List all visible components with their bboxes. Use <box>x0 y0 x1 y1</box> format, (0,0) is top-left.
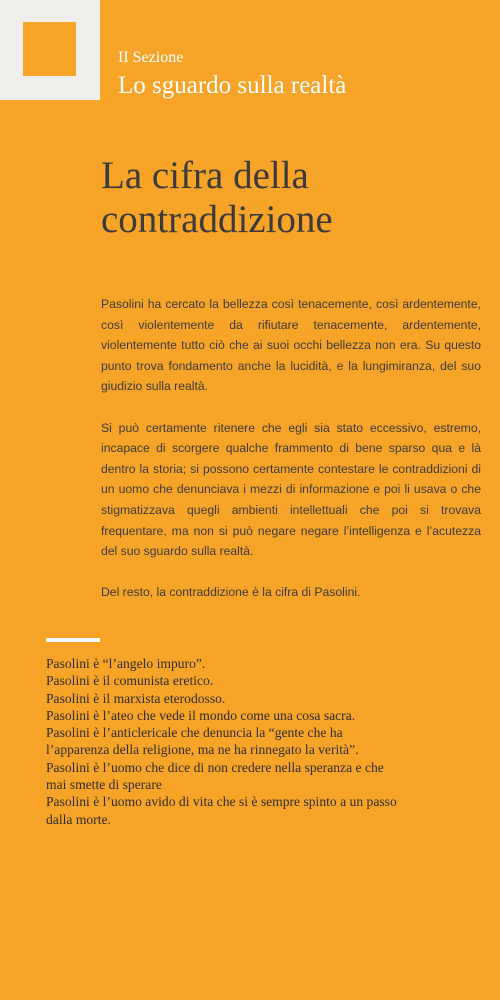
quote-line: Pasolini è l’uomo avido di vita che si è sempre spinto a un passo <box>46 794 397 810</box>
quote-line: Pasolini è l’ateo che vede il mondo come una cosa sacra. <box>46 707 356 723</box>
corner-square-inner <box>23 22 76 76</box>
quote-line: Pasolini è il comunista eretico. <box>46 673 214 689</box>
section-title: Lo sguardo sulla realtà <box>118 72 347 99</box>
quote-line: dalla morte. <box>46 811 111 827</box>
body-text <box>101 294 481 624</box>
section-header <box>118 47 346 101</box>
paragraph-1: Pasolini ha cercato la bellezza così tenacemente, così ardentemente, così violentemente da rifiutare tenacemente, ardentemente, violentemente tutto ciò che ai suoi occhi bellezza non era. Su questo punto trova fondamento anche la lucidità, e la lungimiranza, del suo giudizio sulla realtà. <box>101 297 481 394</box>
quote-line: mai smette di sperare <box>46 777 162 793</box>
paragraph-2: Si può certamente ritenere che egli sia stato eccessivo, estremo, incapace di scorgere qualche frammento di bene sparso qua e là dentro la storia; si possono certamente contestare le contraddizioni di un uomo che denunciava i mezzi di informazione e poi li usava o che stigmatizzava quegli ambienti intellettuali che poi si trovava frequentare, ma non si può negare negare l’intelligenza e l’acutezza del suo sguardo sulla realtà. <box>101 420 481 559</box>
quote-list <box>46 655 476 828</box>
quote-line: Pasolini è l’uomo che dice di non credere nella speranza e che <box>46 759 384 775</box>
section-label: II Sezione <box>118 49 184 66</box>
quote-line: l’apparenza della religione, ma ne ha rinnegato la verità”. <box>46 742 359 758</box>
corner-square-decoration <box>0 0 100 100</box>
quote-line: Pasolini è l’anticlericale che denuncia la “gente che ha <box>46 725 343 741</box>
page-title <box>101 154 481 242</box>
divider <box>46 638 100 642</box>
quote-line: Pasolini è “l’angelo impuro”. <box>46 656 206 671</box>
paragraph-3: Del resto, la contraddizione è la cifra di Pasolini. <box>101 585 361 600</box>
page-title-line-1: La cifra della <box>101 154 309 197</box>
quote-line: Pasolini è il marxista eterodosso. <box>46 690 226 706</box>
page-title-line-2: contraddizione <box>101 198 333 241</box>
